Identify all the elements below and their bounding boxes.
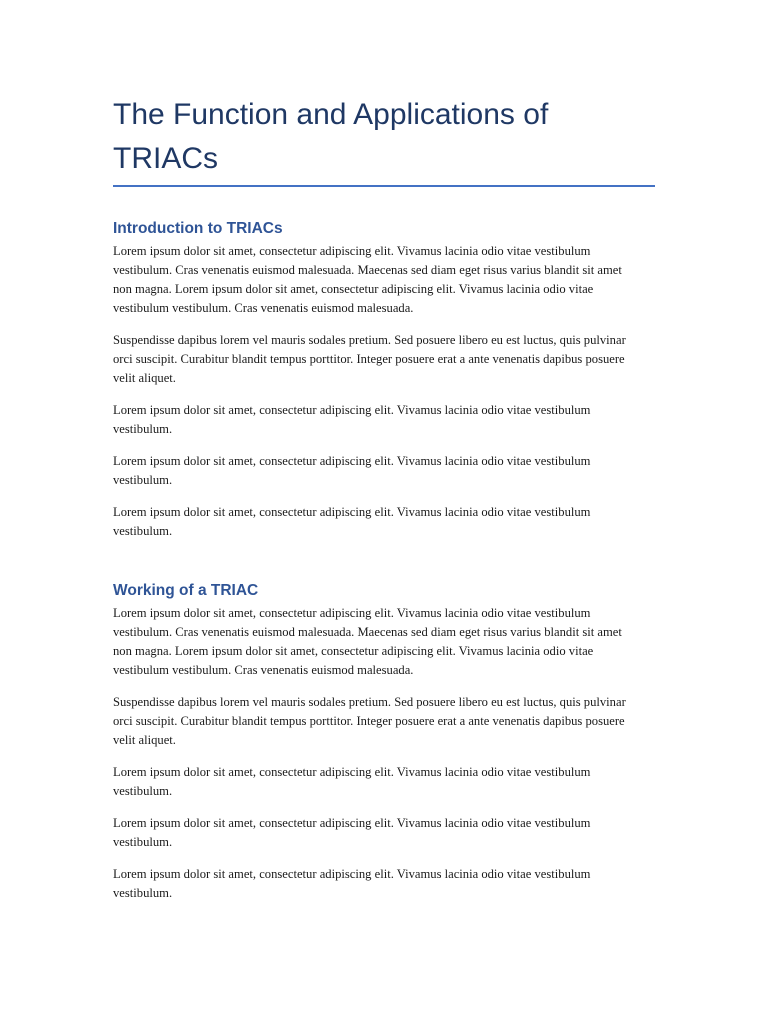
section-heading: Introduction to TRIACs: [113, 220, 283, 237]
body-paragraph: Suspendisse dapibus lorem vel mauris sodales pretium. Sed posuere libero eu est luctus, quis pulvinar orci suscipit. Curabitur blandit tempus porttitor. Integer posuere erat a ante venenatis dapibus posuere velit aliquet.: [113, 695, 626, 747]
body-paragraph: Lorem ipsum dolor sit amet, consectetur adipiscing elit. Vivamus lacinia odio vitae vestibulum vestibulum.: [113, 454, 591, 487]
body-paragraph: Lorem ipsum dolor sit amet, consectetur adipiscing elit. Vivamus lacinia odio vitae vestibulum vestibulum.: [113, 867, 591, 900]
body-paragraph: Lorem ipsum dolor sit amet, consectetur adipiscing elit. Vivamus lacinia odio vitae vestibulum vestibulum.: [113, 505, 591, 538]
body-paragraph: Lorem ipsum dolor sit amet, consectetur adipiscing elit. Vivamus lacinia odio vitae vestibulum vestibulum.: [113, 816, 591, 849]
section-working: [113, 581, 655, 903]
document-title: The Function and Applications of TRIACs: [113, 93, 655, 187]
body-paragraph: Lorem ipsum dolor sit amet, consectetur adipiscing elit. Vivamus lacinia odio vitae vestibulum vestibulum. Cras venenatis euismod malesuada. Maecenas sed diam eget risus varius blandit sit amet non magna. Lorem ipsum dolor sit amet, consectetur adipiscing elit. Vivamus lacinia odio vitae vestibulum vestibulum. Cras venenatis euismod malesuada.: [113, 244, 622, 315]
section-heading: Working of a TRIAC: [113, 582, 259, 599]
body-paragraph: Lorem ipsum dolor sit amet, consectetur adipiscing elit. Vivamus lacinia odio vitae vestibulum vestibulum.: [113, 403, 591, 436]
body-paragraph: Lorem ipsum dolor sit amet, consectetur adipiscing elit. Vivamus lacinia odio vitae vestibulum vestibulum. Cras venenatis euismod malesuada. Maecenas sed diam eget risus varius blandit sit amet non magna. Lorem ipsum dolor sit amet, consectetur adipiscing elit. Vivamus lacinia odio vitae vestibulum vestibulum. Cras venenatis euismod malesuada.: [113, 606, 622, 677]
body-paragraph: Lorem ipsum dolor sit amet, consectetur adipiscing elit. Vivamus lacinia odio vitae vestibulum vestibulum.: [113, 765, 591, 798]
body-paragraph: Suspendisse dapibus lorem vel mauris sodales pretium. Sed posuere libero eu est luctus, quis pulvinar orci suscipit. Curabitur blandit tempus porttitor. Integer posuere erat a ante venenatis dapibus posuere velit aliquet.: [113, 333, 626, 385]
section-introduction: [113, 219, 655, 541]
